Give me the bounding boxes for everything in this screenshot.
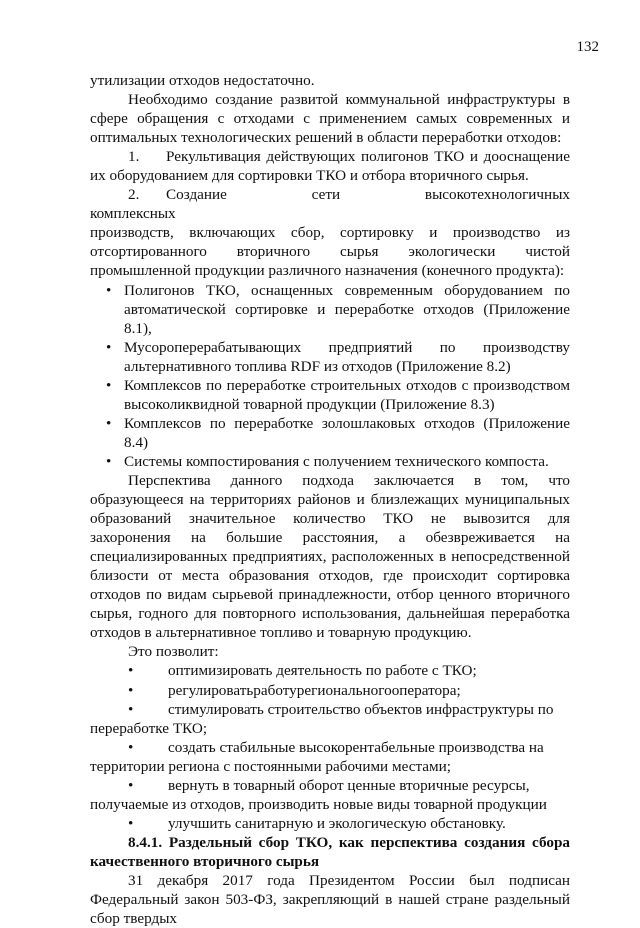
list-item bbox=[90, 376, 570, 414]
numbered-item-1-number: 1. bbox=[128, 148, 140, 166]
bullet-icon: • bbox=[106, 414, 112, 432]
list-item bbox=[90, 681, 570, 700]
list-item-text: вернуть в товарный оборот ценные вторичные ресурсы, bbox=[168, 776, 530, 794]
paragraph-perspective: Перспектива данного подхода заключается в том, что образующееся на территориях районов и близлежащих муниципальных образований значительное количество ТКО не вывозится для захоронения на большие расстояния, а обезвреживается на специализированных предприятиях, расположенных в непосредственной близости от места образования отходов, где происходит сортировка отходов по видам сырьевой принадлежности, отбор ценного вторичного сырья, годного для повторного использования, дальнейшая переработка отходов в альтернативное топливо и товарную продукцию. bbox=[90, 471, 570, 642]
numbered-item-1-continued: их оборудованием для сортировки ТКО и отбора вторичного сырья. bbox=[90, 167, 529, 185]
list-item-text: оптимизировать деятельность по работе с ТКО; bbox=[168, 662, 477, 680]
list-item-text: стимулировать строительство объектов инфраструктуры по bbox=[168, 700, 554, 718]
list-item bbox=[90, 738, 570, 776]
list-item-text: Полигонов ТКО, оснащенных современным оборудованием по автоматической сортировке и переработке отходов (Приложение 8.1), bbox=[124, 281, 570, 337]
numbered-item-2 bbox=[90, 185, 570, 223]
list-item bbox=[90, 814, 570, 833]
list-item-text: Системы компостирования с получением технического компоста. bbox=[124, 452, 549, 470]
list-item-text: улучшить санитарную и экологическую обстановку. bbox=[168, 814, 506, 832]
list-item-text: регулироватьработурегиональногооператора; bbox=[168, 681, 461, 699]
list-item-text: Комплексов по переработке строительных отходов с производством высоколиквидной товарной продукции (Приложение 8.3) bbox=[124, 376, 570, 413]
bullet-icon: • bbox=[128, 700, 134, 718]
section-heading: 8.4.1. Раздельный сбор ТКО, как перспектива создания сбора качественного вторичного сырья bbox=[90, 833, 570, 870]
bullet-icon: • bbox=[128, 738, 134, 756]
numbered-item-2-number: 2. bbox=[128, 186, 140, 204]
page-number: 132 bbox=[576, 39, 599, 55]
paragraph-infrastructure: Необходимо создание развитой коммунальной инфраструктуры в сфере обращения с отходами с применением самых современных и оптимальных технологических решений в области переработки отходов: bbox=[90, 91, 570, 147]
bullet-icon: • bbox=[106, 376, 112, 394]
bullet-icon: • bbox=[128, 662, 134, 680]
page-content bbox=[90, 71, 570, 928]
list-item-text: создать стабильные высокорентабельные производства на bbox=[168, 738, 544, 756]
bullet-icon: • bbox=[106, 281, 112, 299]
list-item bbox=[90, 414, 570, 452]
bullet-icon: • bbox=[106, 338, 112, 356]
numbered-item-2-continued: производств, включающих сбор, сортировку и производство из отсортированного вторичного сырья экологически чистой промышленной продукции различного назначения (конечного продукта): bbox=[90, 224, 570, 280]
bullet-icon: • bbox=[128, 814, 134, 832]
list-item bbox=[90, 338, 570, 376]
list-item-continued: территории региона с постоянными рабочими местами; bbox=[90, 757, 451, 775]
paragraph-federal-law: 31 декабря 2017 года Президентом России был подписан Федеральный закон 503-ФЗ, закрепляющий в нашей стране раздельный сбор твердых bbox=[90, 871, 570, 928]
paragraph-intro-tail: утилизации отходов недостаточно. bbox=[90, 72, 315, 89]
list-item bbox=[90, 452, 570, 471]
bullet-icon: • bbox=[128, 776, 134, 794]
list-item-text: Мусороперерабатывающих предприятий по производству альтернативного топлива RDF из отходов (Приложение 8.2) bbox=[124, 338, 570, 375]
bullet-icon: • bbox=[128, 681, 134, 699]
numbered-item-1 bbox=[90, 147, 570, 166]
list-item bbox=[90, 700, 570, 738]
benefits-list bbox=[90, 661, 570, 832]
list-item-continued: получаемые из отходов, производить новые виды товарной продукции bbox=[90, 795, 547, 813]
list-item bbox=[90, 281, 570, 338]
numbered-item-2-text: Создание сети высокотехнологичных комплексных bbox=[90, 186, 570, 223]
paragraph-this-allows: Это позволит: bbox=[128, 643, 219, 661]
facility-list bbox=[90, 281, 570, 471]
bullet-icon: • bbox=[106, 452, 112, 470]
list-item bbox=[90, 661, 570, 680]
list-item-text: Комплексов по переработке золошлаковых отходов (Приложение 8.4) bbox=[124, 414, 570, 451]
numbered-item-1-text: Рекультивация действующих полигонов ТКО и дооснащение bbox=[166, 148, 570, 166]
list-item-continued: переработке ТКО; bbox=[90, 719, 208, 737]
list-item bbox=[90, 776, 570, 814]
